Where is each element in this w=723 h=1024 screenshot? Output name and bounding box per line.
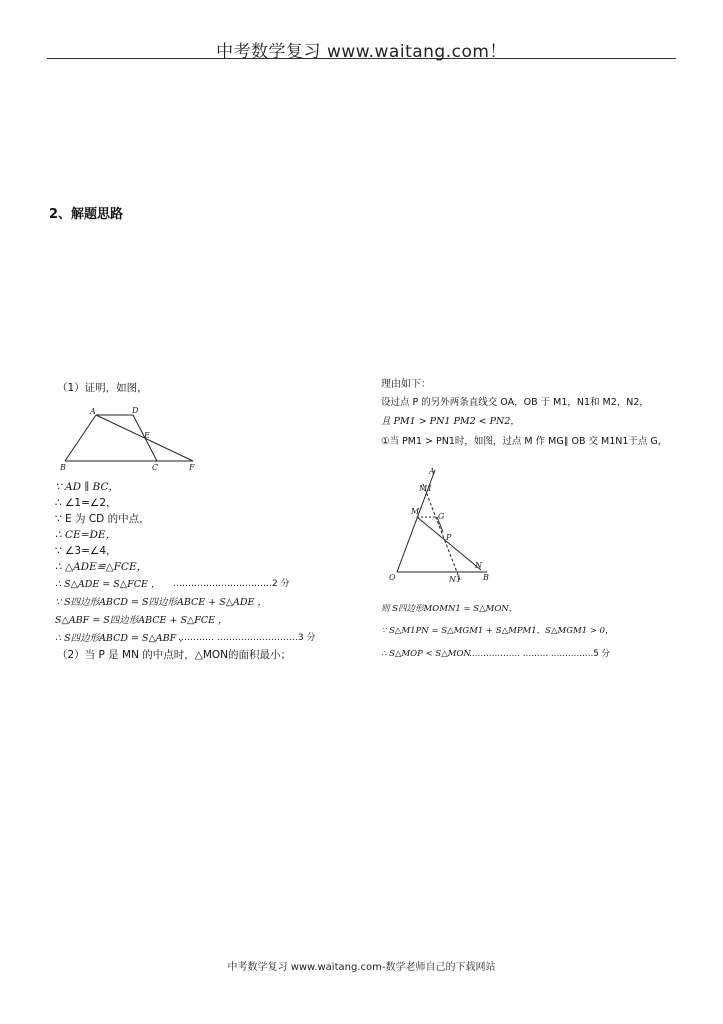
label-B: B	[60, 463, 66, 472]
label-A: A	[90, 407, 96, 416]
part2-statement: （2）当 P 是 MN 的中点时，△MON的面积最小；	[57, 649, 292, 661]
segment-M1N1	[423, 484, 460, 580]
label-D: D	[132, 406, 139, 415]
part1-intro: （1）证明，如图，	[57, 382, 148, 394]
reason-intro: 理由如下：	[381, 379, 431, 390]
proof-line: ∵ ∠3=∠4，	[55, 545, 117, 557]
label-G: G	[438, 512, 445, 521]
label-A: A	[429, 467, 435, 476]
label-O: O	[389, 573, 396, 582]
reason-line: ∵ S△M1PN = S△MGM1 + S△MPM1，S△MGM1 > 0，	[381, 626, 614, 636]
reason-line: 且 PM1 > PN1 PM2 < PN2，	[381, 416, 520, 427]
page-header-title: 中考数学复习 www.waitang.com！	[216, 42, 507, 62]
proof-line: ∴ S△ADE = S△FCE ，	[55, 579, 161, 590]
reason-line: ∴ S△MOP < S△MON	[381, 649, 471, 659]
label-B: B	[483, 573, 489, 582]
proof-line: ∵ S四边形ABCD = S四边形ABCE + S△ADE ，	[55, 597, 267, 608]
proof-line: ∴ △ADE≌△FCE，	[55, 561, 148, 573]
reason-line: ①当 PM1 > PN1时，如图，过点 M 作 MG∥ OB 交 M1N1于点 G，	[381, 436, 668, 447]
angle-diagram	[385, 462, 495, 587]
proof-line: S△ABF = S四边形ABCE + S△FCE ，	[55, 615, 228, 626]
label-F: F	[189, 463, 195, 472]
label-N1: N1	[449, 575, 462, 584]
reason-line: 则 S四边形MOMN1 = S△MON，	[381, 604, 518, 614]
segment-MN	[417, 517, 481, 570]
label-M: M	[411, 507, 420, 516]
page-footer: 中考数学复习 www.waitang.com-数学老师自己的下载网站	[227, 962, 496, 973]
proof-line: ∵ AD ∥ BC，	[55, 481, 119, 493]
label-C: C	[152, 463, 159, 472]
header-rule	[47, 58, 676, 59]
label-P: P	[446, 533, 452, 542]
section-heading: 2、解题思路	[49, 207, 124, 222]
label-M1: M1	[419, 484, 433, 493]
label-E: E	[144, 431, 150, 440]
label-N: N	[475, 561, 482, 570]
segment-AB	[65, 415, 96, 461]
proof-line: ∴ S四边形ABCD = S△ABF ，	[55, 633, 189, 644]
score-line: ……………………………2 分	[173, 579, 290, 589]
proof-line: ∵ E 为 CD 的中点，	[55, 513, 150, 525]
proof-line: ∴ CE=DE，	[55, 529, 117, 541]
score-line: ……………… ……… ……………5 分	[469, 649, 611, 659]
score-line: ………… ………………………3 分	[178, 633, 316, 643]
trapezoid-diagram	[55, 402, 205, 472]
reason-line: 设过点 P 的另外两条直线交 OA，OB 于 M1，N1和 M2，N2，	[381, 397, 649, 408]
proof-line: ∴ ∠1=∠2，	[55, 497, 117, 509]
